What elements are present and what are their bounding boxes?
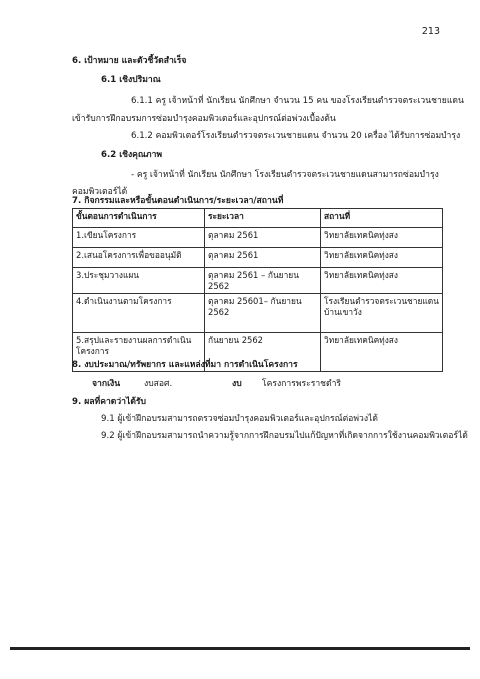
section-8-heading: 8. งบประมาณ/ทรัพยากร และแหล่งที่มา การดำเนินโครงการ xyxy=(72,360,298,370)
section-9-heading: 9. ผลที่คาดว่าได้รับ xyxy=(72,397,146,407)
header-period: ระยะเวลา xyxy=(205,209,321,228)
cell-step: 2.เสนอโครงการเพื่อขออนุมัติ xyxy=(73,248,205,268)
budget-label: งบ xyxy=(232,379,242,389)
cell-period: ตุลาคม 2561 – กันยายน 2562 xyxy=(205,268,321,294)
cell-place: วิทยาลัยเทคนิคทุ่งสง xyxy=(321,268,443,294)
section-6-1-2: 6.1.2 คอมพิวเตอร์โรงเรียนตำรวจตระเวนชายแดน จำนวน 20 เครื่อง ได้รับการซ่อมบำรุง xyxy=(131,131,461,141)
table-row xyxy=(73,228,443,248)
cell-place: วิทยาลัยเทคนิคทุ่งสง xyxy=(321,333,443,372)
funding-source-value: งบสอศ. xyxy=(144,379,173,389)
cell-period: ตุลาคม 25601– กันยายน 2562 xyxy=(205,294,321,333)
budget-value: โครงการพระราชดำริ xyxy=(262,379,342,389)
table-row xyxy=(73,248,443,268)
table-header-row xyxy=(73,209,443,228)
section-6-2-line2: คอมพิวเตอร์ได้ xyxy=(72,187,128,197)
cell-step: 3.ประชุมวางแผน xyxy=(73,268,205,294)
activity-table xyxy=(72,208,443,372)
funding-source-label: จากเงิน xyxy=(92,379,121,389)
section-6-1-1-line1: 6.1.1 ครู เจ้าหน้าที่ นักเรียน นักศึกษา จำนวน 15 คน ของโรงเรียนตำรวจตระเวนชายแดน xyxy=(131,96,464,106)
cell-period: กันยายน 2562 xyxy=(205,333,321,372)
expected-result-2: 9.2 ผู้เข้าฝึกอบรมสามารถนำความรู้จากการฝึกอบรมไปแก้ปัญหาที่เกิดจากการใช้งานคอมพิวเตอร์ได้ xyxy=(101,431,468,441)
cell-place: วิทยาลัยเทคนิคทุ่งสง xyxy=(321,228,443,248)
cell-place: โรงเรียนตำรวจตระเวนชายแดนบ้านเขาวัง xyxy=(321,294,443,333)
section-6-2-line1: - ครู เจ้าหน้าที่ นักเรียน นักศึกษา โรงเรียนตำรวจตระเวนชายแดนสามารถซ่อมบำรุง xyxy=(131,170,439,180)
section-6-2-title: 6.2 เชิงคุณภาพ xyxy=(101,150,163,160)
section-6-heading: 6. เป้าหมาย และตัวชี้วัดสำเร็จ xyxy=(72,56,187,66)
expected-result-1: 9.1 ผู้เข้าฝึกอบรมสามารถตรวจซ่อมบำรุงคอมพิวเตอร์และอุปกรณ์ต่อพ่วงได้ xyxy=(101,414,378,424)
header-step: ขั้นตอนการดำเนินการ xyxy=(73,209,205,228)
page-bottom-rule xyxy=(10,647,470,650)
cell-period: ตุลาคม 2561 xyxy=(205,248,321,268)
cell-step: 1.เขียนโครงการ xyxy=(73,228,205,248)
cell-step: 5.สรุปและรายงานผลการดำเนินโครงการ xyxy=(73,333,205,372)
table-row xyxy=(73,294,443,333)
section-6-1-1-line2: เข้ารับการฝึกอบรมการซ่อมบำรุงคอมพิวเตอร์และอุปกรณ์ต่อพ่วงเบื้องต้น xyxy=(72,114,336,124)
section-6-1-title: 6.1 เชิงปริมาณ xyxy=(101,75,161,85)
page-number: 213 xyxy=(421,26,440,37)
cell-step: 4.ดำเนินงานตามโครงการ xyxy=(73,294,205,333)
table-row xyxy=(73,268,443,294)
header-place: สถานที่ xyxy=(321,209,443,228)
cell-period: ตุลาคม 2561 xyxy=(205,228,321,248)
cell-place: วิทยาลัยเทคนิคทุ่งสง xyxy=(321,248,443,268)
section-7-heading: 7. กิจกรรมและหรือขั้นตอนดำเนินการ/ระยะเวลา/สถานที่ xyxy=(72,196,284,206)
